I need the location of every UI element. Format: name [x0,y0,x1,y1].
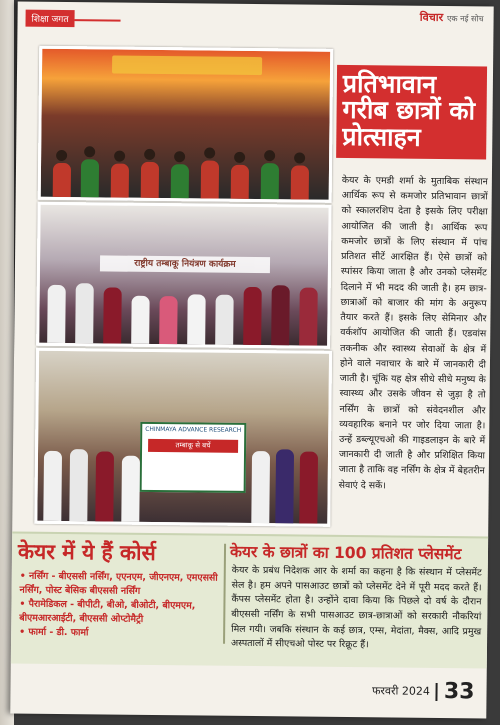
research-banner-title: CHINMAYA ADVANCE RESEARCH [145,425,242,434]
list-item: • फार्मा - डी. फार्मा [19,627,89,639]
placement-title: केयर के छात्रों का 100 प्रतिशत प्लेसमेंट [229,542,462,564]
crowd [37,415,328,523]
crowd [39,257,328,346]
stage-decoration [112,56,262,76]
issue-date: फरवरी 2024 [371,684,430,698]
courses-title: केयर में ये हैं कोर्स [17,539,156,566]
crowd [41,105,330,200]
placement-body: केयर के प्रबंध निदेशक आर के शर्मा का कहना है कि संस्थान में प्लेसमेंट सेल है। हम अपने पासआउट छात्रों को प्लेसमेंट देने में पूरी मदद करते हैं। कैंपस प्लेसमेंट होता है। उन्होंने दावा किया कि पिछले दो वर्ष के दौरान बीएससी नर्सिंग के सभी पासआउट छात्र-छात्राओं को सरकारी नौकरियां मिल गयी। जबकि संस्थान के कई छात्र, एम्स, मेदांता, मैक्स, आदि प्रमुख अस्पतालों में सीएचओ पोस्ट पर रिक्रूट हैं। [230,564,482,651]
section-tag: शिक्षा जगत [25,10,74,28]
masthead-tagline: एक नई सोच [446,14,484,24]
page-number: 33 [443,679,475,705]
programme-banner: राष्ट्रीय तम्बाकू नियंत्रण कार्यक्रम [100,255,270,273]
footer-separator [436,682,438,700]
page-footer [372,678,475,704]
list-item: • नर्सिंग - बीएससी नर्सिंग, एएनएम, जीएनएम, एमएससी नर्सिंग, पोस्ट बेसिक बीएससी नर्सिंग [19,570,218,597]
research-banner-slogan: तम्बाकू से बचें [148,439,238,453]
list-item: • पैरामेडिकल - बीपीटी, बीओ, बीओटी, बीएमएम, बीएमआरआईटी, बीएससी ओप्टोमैट्री [19,598,196,626]
masthead [420,10,484,26]
article-headline: प्रतिभावान गरीब छात्रों को प्रोत्साहन [336,65,487,159]
masthead-title: विचार [419,10,444,24]
magazine-page [10,2,493,719]
courses-list [19,570,220,643]
photo-student-group [38,46,334,203]
photo-tobacco-programme [36,202,331,349]
article-body: केयर के एमडी शर्मा के मुताबिक संस्थान आर्थिक रूप से कमजोर प्रतिभावान छात्रों को स्कालरशिप देता है इसके लिए परीक्षा आयोजित की जाती है। आर्थिक रूप कमजोर छात्रों के लिए संस्थान में पांच प्रतिशत सीटें आरक्षित हैं। ऐसे छात्रों को स्पांसर किया जाता है और उनको प्लेसमेंट दिलाने में भी मदद की जाती है। हम छात्र-छात्राओं को बाजार की मांग के अनुरूप तैयार करते हैं। इसके लिए सेमिनार और वर्कशॉप आयोजित की जाती हैं। एडवांस तकनीक और स्वास्थ्य सेवाओं के क्षेत्र में होने वाले नवाचार के बारे में जानकारी दी जाती है। चूंकि यह क्षेत्र सीधे सीधे मनुष्य के स्वास्थ्य और उसके जीवन से जुड़ा है तो नर्सिंग के छात्रों को संवेदनशील और व्यवहारिक बनाने पर जोर दिया जाता है। उन्हें डब्ल्यूएचओ की गाइडलाइन के बारे में जानकारी दी जाती है और प्रशिक्षित किया जाता है ताकि वह नर्सिंग के क्षेत्र में बेहतरीन सेवाएं दे सकें। [338,174,488,492]
photo-research-banner [34,348,332,527]
